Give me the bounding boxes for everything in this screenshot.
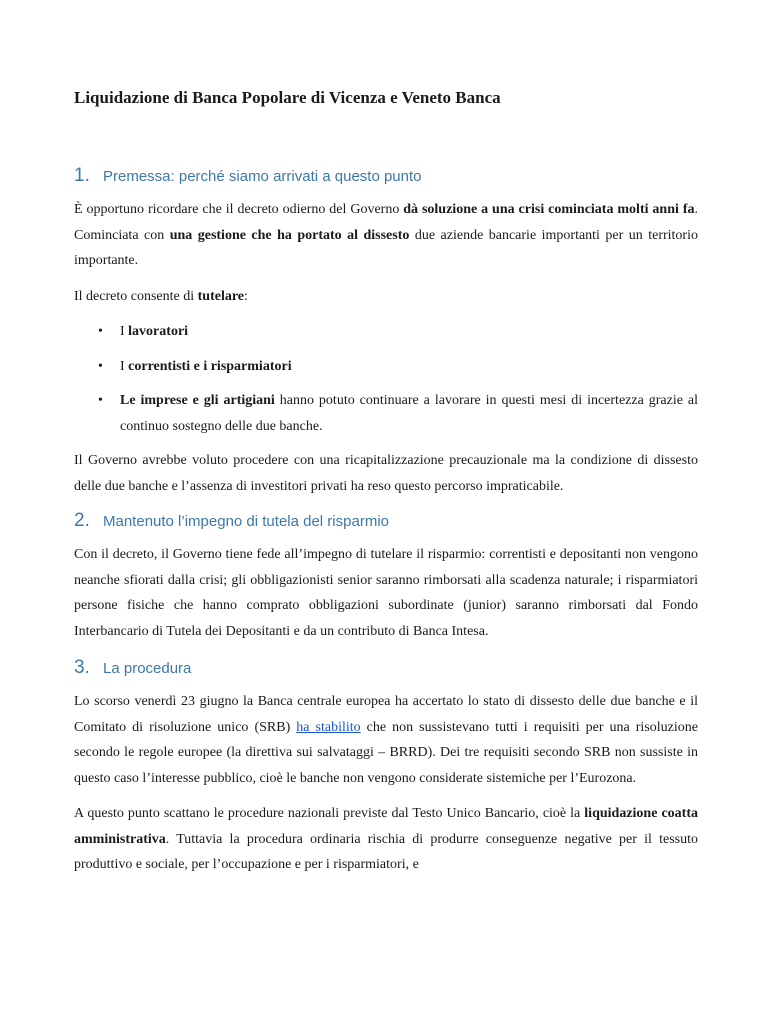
paragraph [74, 801, 698, 878]
document-title: Liquidazione di Banca Popolare di Vicenza e Veneto Banca [74, 88, 501, 107]
section-title: La procedura [103, 660, 192, 677]
section-number: 2. [74, 510, 90, 531]
bold-text: liquidazione coatta amministrativa [74, 806, 698, 847]
text-run: . Cominciata con [74, 202, 698, 243]
section-title: Premessa: perché siamo arrivati a questo punto [103, 168, 422, 185]
document-page [74, 88, 698, 888]
bold-text: tutelare [197, 288, 245, 304]
section-heading-procedura [74, 658, 698, 679]
list-item [74, 354, 698, 380]
section-title: Mantenuto l’impegno di tutela del risparmio [103, 513, 389, 530]
paragraph: Il Governo avrebbe voluto procedere con una ricapitalizzazione precauzionale ma la condizione di dissesto delle due banche e l’assenza di investitori privati ha reso questo percorso impraticabile. [74, 453, 698, 494]
text-run: I [120, 324, 129, 339]
section-heading-premessa [74, 166, 698, 187]
text-run: È opportuno ricordare che il decreto odierno del Governo [74, 202, 404, 217]
section-heading-impegno [74, 511, 698, 532]
section-number: 3. [74, 657, 90, 678]
bullet-icon: • [98, 393, 103, 408]
bullet-icon: • [98, 358, 103, 374]
bold-text: lavoratori [128, 324, 189, 339]
bold-text: correntisti e i risparmiatori [128, 358, 292, 374]
section-number: 1. [74, 165, 90, 186]
list-item [74, 319, 698, 345]
text-run: due aziende bancarie importanti per un territorio importante. [74, 227, 698, 268]
paragraph [74, 689, 698, 791]
text-run: . Tuttavia la procedura ordinaria rischia di produrre conseguenze negative per il tessuto produttivo e sociale, per l’occupazione e per i risparmiatori, e [74, 831, 698, 872]
text-run: A questo punto scattano le procedure nazionali previste dal Testo Unico Bancario, cioè la [74, 806, 585, 821]
text-run: Lo scorso venerdì 23 giugno la Banca centrale europea ha accertato lo stato di dissesto delle due banche e il Comitato di risoluzione unico (SRB) [74, 694, 698, 735]
paragraph [74, 197, 698, 274]
paragraph [74, 284, 698, 310]
bold-text: Le imprese e gli artigiani [120, 393, 275, 408]
paragraph: Con il decreto, il Governo tiene fede all’impegno di tutelare il risparmio: correntisti e depositanti non vengono neanche sfiorati dalla crisi; gli obbligazionisti senior saranno rimborsati alla scadenza naturale; i risparmiatori persone fisiche che hanno comprato obbligazioni subordinate (junior) saranno rimborsati dal Fondo Interbancario di Tutela dei Depositanti e da un contributo di Banca Intesa. [74, 547, 698, 639]
text-run: Il decreto consente di [74, 288, 198, 304]
text-run: hanno potuto continuare a lavorare in questi mesi di incertezza grazie al continuo sostegno delle due banche. [120, 393, 698, 434]
bold-text: dà soluzione a una crisi cominciata molti anni fa [403, 202, 695, 217]
ha-stabilito-link[interactable]: ha stabilito [296, 719, 361, 735]
text-run: che non sussistevano tutti i requisiti per una risoluzione secondo le regole europee (la direttiva sui salvataggi – BRRD). Dei tre requisiti secondo SRB non sussiste in questo caso l’interesse pubblico, cioè le banche non vengono considerate sistemiche per l’Eurozona. [74, 719, 698, 786]
text-run: I [120, 358, 129, 374]
text-run: : [244, 288, 248, 304]
bullet-list [74, 319, 698, 439]
list-item [74, 388, 698, 439]
bullet-icon: • [98, 324, 103, 339]
bold-text: una gestione che ha portato al dissesto [169, 227, 410, 243]
